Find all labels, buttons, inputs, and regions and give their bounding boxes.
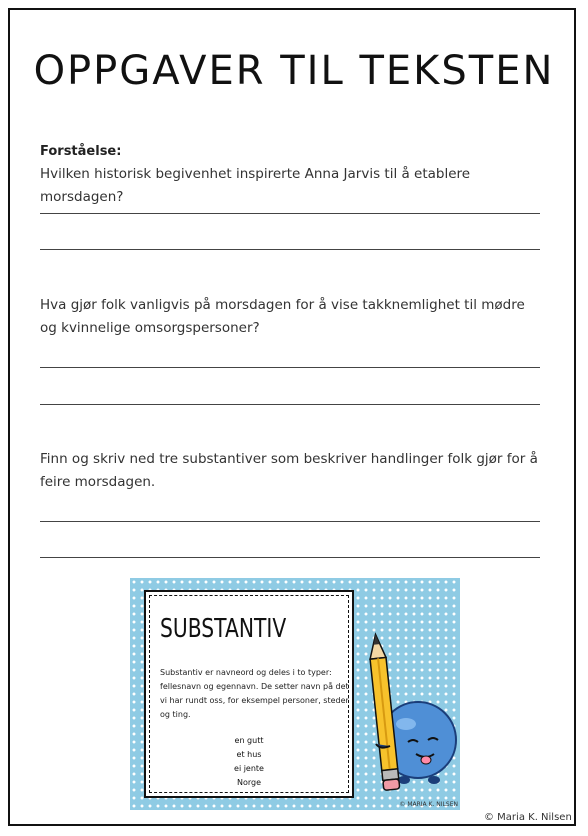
question-3: Finn og skriv ned tre substantiver som beskriver handlinger folk gjør for å feire morsdagen.: [40, 451, 538, 490]
answer-line-3b[interactable]: [40, 557, 540, 558]
section-heading: Forståelse:: [40, 144, 122, 159]
card-text: Substantiv er navneord og deles i to typer: fellesnavn og egennavn. De setter navn på det vi har rundt oss, for eksempel personer, steder og ting.: [160, 668, 349, 719]
substantiv-card: [130, 578, 460, 810]
example-2: et hus: [236, 750, 262, 759]
answer-line-1b[interactable]: [40, 249, 540, 250]
example-4: Norge: [236, 778, 262, 787]
answer-line-2a[interactable]: [40, 367, 540, 368]
question-1: Hvilken historisk begivenhet inspirerte Anna Jarvis til å etablere morsdagen?: [40, 166, 471, 205]
card-examples: [146, 734, 352, 790]
card-text-panel: [144, 590, 354, 798]
answer-line-2b[interactable]: [40, 404, 540, 405]
card-credit: © MARIA K. NILSEN: [399, 801, 458, 808]
question-2: Hva gjør folk vanligvis på morsdagen for å vise takknemlighet til mødre og kvinnelige omsorgspersoner?: [40, 297, 525, 336]
example-1: en gutt: [234, 736, 264, 745]
copyright-text: © Maria K. Nilsen: [484, 812, 572, 823]
answer-line-3a[interactable]: [40, 521, 540, 522]
example-3: ei jente: [234, 764, 264, 773]
pencil-character-illustration: [356, 630, 466, 800]
page-title: OPPGAVER TIL TEKSTEN: [33, 48, 555, 94]
card-title: SUBSTANTIV: [160, 614, 287, 644]
answer-line-1a[interactable]: [40, 213, 540, 214]
